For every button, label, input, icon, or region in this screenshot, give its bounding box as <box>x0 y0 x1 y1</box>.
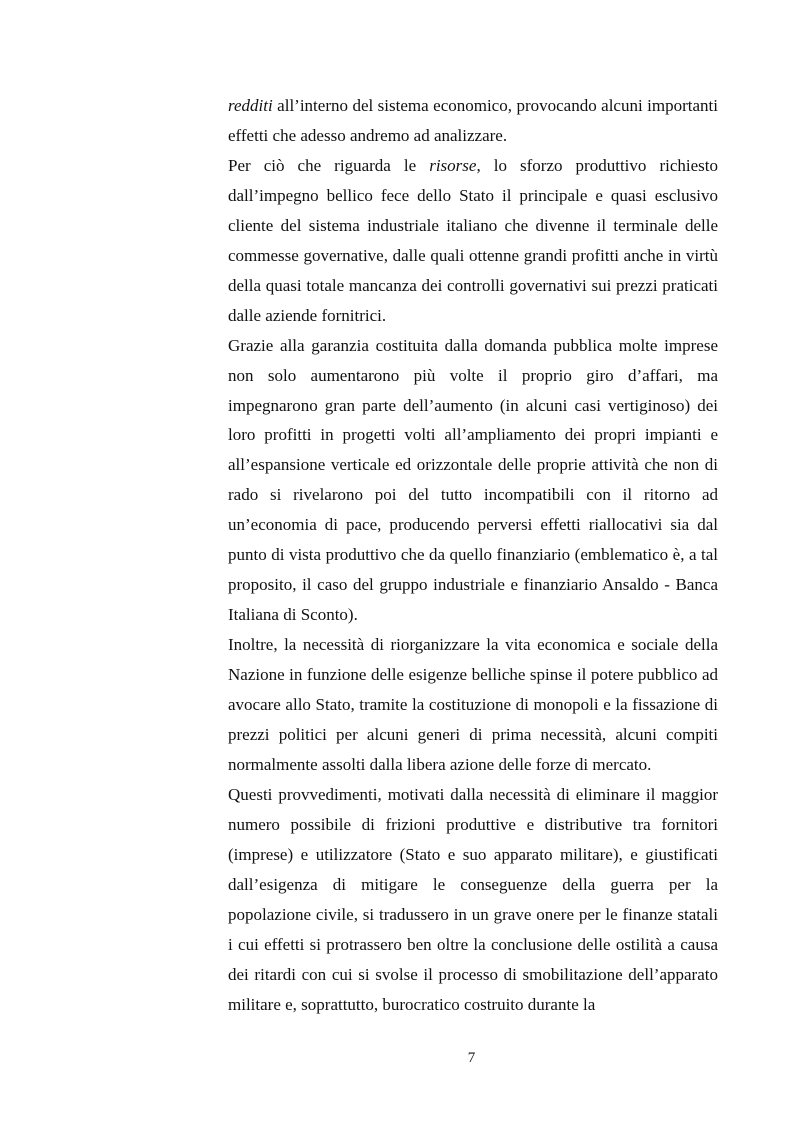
paragraph-text: all’interno del sistema economico, provocando alcuni importanti effetti che adesso andremo ad analizzare. <box>228 96 718 145</box>
body-text <box>228 91 718 1020</box>
italic-term-redditi: redditi <box>228 96 273 115</box>
paragraph-3 <box>228 331 718 631</box>
paragraph-text: Per ciò che riguarda le <box>228 155 430 175</box>
paragraph-1 <box>228 91 718 151</box>
paragraph-text: Inoltre, la necessità di riorganizzare la vita economica e sociale della Nazione in funzione delle esigenze belliche spinse il potere pubblico ad avocare allo Stato, tramite la costituzione di monopoli e la fissazione di prezzi politici per alcuni generi di prima necessità, alcuni compiti normalmente assolti dalla libera azione delle forze di mercato. <box>228 635 718 774</box>
paragraph-text: , lo sforzo produttivo richiesto dall’impegno bellico fece dello Stato il principale e quasi esclusivo cliente del sistema industriale italiano che divenne il terminale delle commesse governative, dalle quali ottenne grandi profitti anche in virtù della quasi totale mancanza dei controlli governativi sui prezzi praticati dalle aziende fornitrici. <box>228 155 718 325</box>
paragraph-5 <box>228 780 718 1020</box>
page-number: 7 <box>467 1050 476 1066</box>
paragraph-2 <box>228 151 718 331</box>
paragraph-text: Questi provvedimenti, motivati dalla necessità di eliminare il maggior numero possibile di frizioni produttive e distributive tra fornitori (imprese) e utilizzatore (Stato e suo apparato militare), e giustificati dall’esigenza di mitigare le conseguenze della guerra per la popolazione civile, si tradussero in un grave onere per le finanze statali i cui effetti si protrassero ben oltre la conclusione delle ostilità a causa dei ritardi con cui si svolse il processo di smobilitazione dell’apparato militare e, soprattutto, burocratico costruito durante la <box>228 784 718 1014</box>
paragraph-text: Grazie alla garanzia costituita dalla domanda pubblica molte imprese non solo aumentarono più volte il proprio giro d’affari, ma impegnarono gran parte dell’aumento (in alcuni casi vertiginoso) dei loro profitti in progetti volti all’ampliamento dei propri impianti e all’espansione verticale ed orizzontale delle proprie attività che non di rado si rivelarono poi del tutto incompatibili con il ritorno ad un’economia di pace, producendo perversi effetti riallocativi sia dal punto di vista produttivo che da quello finanziario (emblematico è, a tal proposito, il caso del gruppo industriale e finanziario Ansaldo - Banca Italiana di Sconto). <box>228 335 718 625</box>
italic-term-risorse: risorse <box>429 155 477 175</box>
paragraph-4 <box>228 630 718 780</box>
